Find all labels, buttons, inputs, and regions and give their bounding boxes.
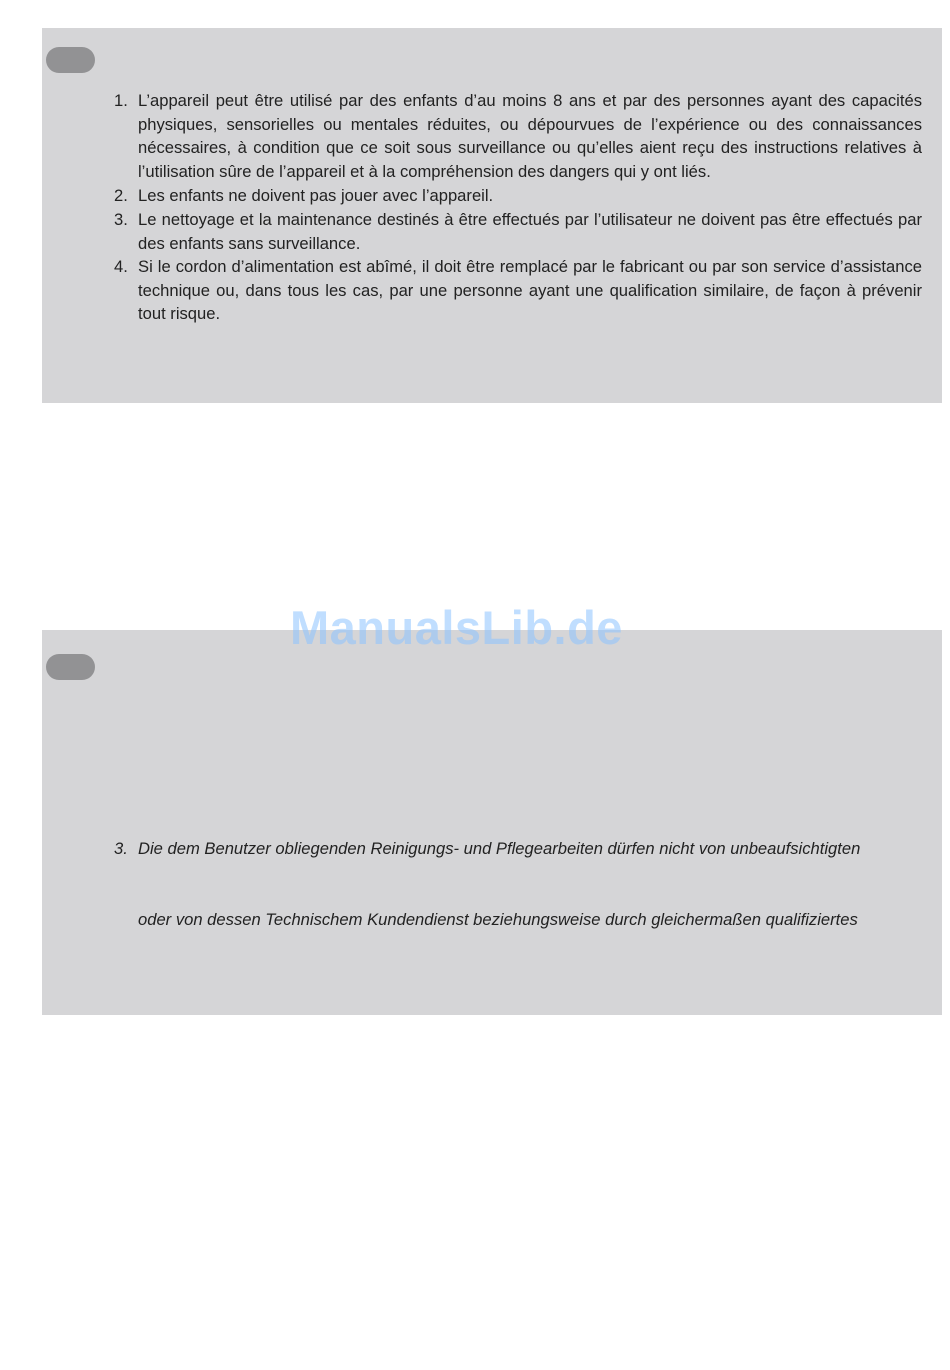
french-safety-panel (42, 28, 942, 403)
watermark: ManualsLib.de (290, 601, 623, 654)
list-item-number: 1. (114, 91, 128, 110)
list-item (114, 184, 922, 208)
list-item-text: Le nettoyage et la maintenance destinés à être effectués par l’utilisateur ne doivent pas être effectués par des enfants sans surveillance. (138, 210, 922, 253)
list-item-text: Die dem Benutzer obliegenden Reinigungs- und Pflegearbeiten dürfen nicht von unbeaufsichtigten (138, 839, 861, 858)
list-item (114, 255, 922, 326)
list-item-number: 4. (114, 257, 128, 276)
list-item-text: Si le cordon d’alimentation est abîmé, il doit être remplacé par le fabricant ou par son service d’assistance technique ou, dans tous les cas, par une personne ayant une qualification similaire, de façon à prévenir tout risque. (138, 257, 922, 324)
language-badge (46, 654, 95, 680)
list-item-number: 2. (114, 186, 128, 205)
german-safety-panel (42, 630, 942, 1015)
list-item-text: L’appareil peut être utilisé par des enfants d’au moins 8 ans et par des personnes ayant des capacités physiques, sensorielles ou mentales réduites, ou dépourvues de l’expérience ou des connaissances nécessaires, à condition que ce soit sous surveillance ou qu’elles aient reçu des instructions relatives à l’utilisation sûre de l’appareil et à la compréhension des dangers qui y ont liés. (138, 91, 922, 182)
list-item-number: 3. (114, 210, 128, 229)
list-item (114, 837, 922, 861)
text-line-fragment: oder von dessen Technischem Kundendienst beziehungsweise durch gleichermaßen qualifiziertes (138, 910, 858, 929)
language-badge (46, 47, 95, 73)
list-item-number: 3. (114, 839, 128, 858)
list-item (114, 208, 922, 255)
list-item (114, 89, 922, 184)
list-item-text: Les enfants ne doivent pas jouer avec l’appareil. (138, 186, 494, 205)
